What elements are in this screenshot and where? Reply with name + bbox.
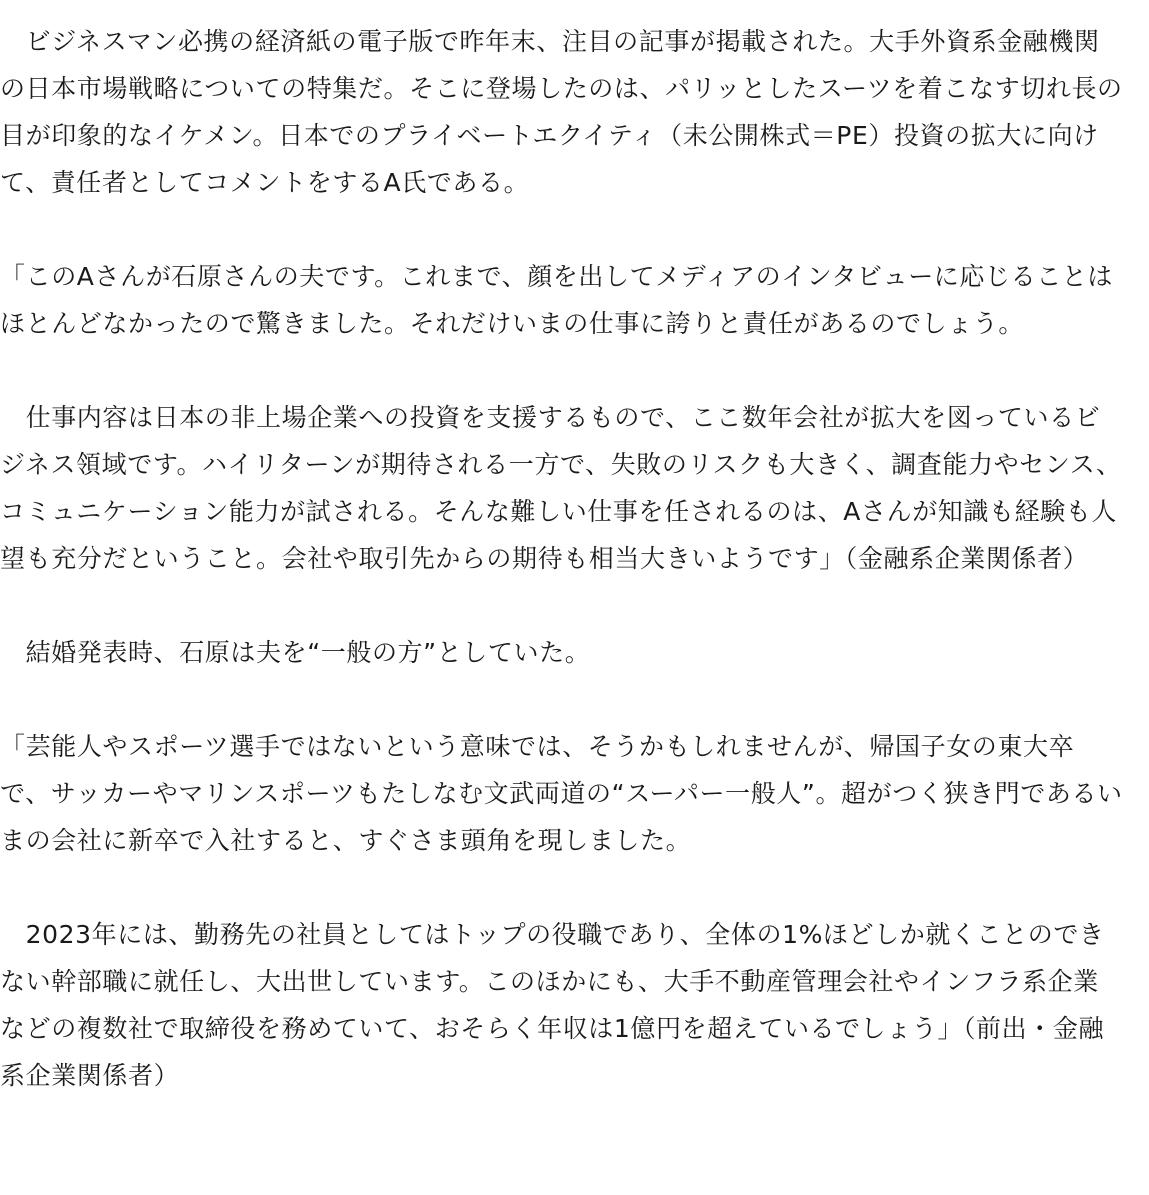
paragraph-3: 仕事内容は日本の非上場企業への投資を支援するもので、ここ数年会社が拡大を図っているビジネス領域です。ハイリターンが期待される一方で、失敗のリスクも大きく、調査能力やセンス、コミュニケーション能力が試される。そんな難しい仕事を任されるのは、Aさんが知識も経験も人望も充分だということ。会社や取引先からの期待も相当大きいようです」（金融系企業関係者）	[0, 403, 1122, 573]
paragraph-spacer	[0, 864, 1124, 911]
paragraph-spacer	[0, 582, 1124, 629]
paragraph-2: 「このAさんが石原さんの夫です。これまで、顔を出してメディアのインタビューに応じることはほとんどなかったので驚きました。それだけいまの仕事に誇りと責任があるのでしょう。	[0, 262, 1114, 338]
article-body	[0, 18, 1124, 1099]
paragraph-4: 結婚発表時、石原は夫を“一般の方”としていた。	[0, 638, 591, 667]
paragraph-spacer	[0, 676, 1124, 723]
paragraph-1: ビジネスマン必携の経済紙の電子版で昨年末、注目の記事が掲載された。大手外資系金融機関の日本市場戦略についての特集だ。そこに登場したのは、パリッとしたスーツを着こなす切れ長の目が印象的なイケメン。日本でのプライベートエクイティ（未公開株式＝PE）投資の拡大に向けて、責任者としてコメントをするA氏である。	[0, 27, 1123, 197]
paragraph-5: 「芸能人やスポーツ選手ではないという意味では、そうかもしれませんが、帰国子女の東大卒で、サッカーやマリンスポーツもたしなむ文武両道の“スーパー一般人”。超がつく狭き門であるいまの会社に新卒で入社すると、すぐさま頭角を現しました。	[0, 732, 1123, 855]
paragraph-spacer	[0, 347, 1124, 394]
paragraph-spacer	[0, 206, 1124, 253]
paragraph-6: 2023年には、勤務先の社員としてはトップの役職であり、全体の1%ほどしか就くことのできない幹部職に就任し、大出世しています。このほかにも、大手不動産管理会社やインフラ系企業などの複数社で取締役を務めていて、おそらく年収は1億円を超えているでしょう」（前出・金融系企業関係者）	[0, 920, 1105, 1090]
